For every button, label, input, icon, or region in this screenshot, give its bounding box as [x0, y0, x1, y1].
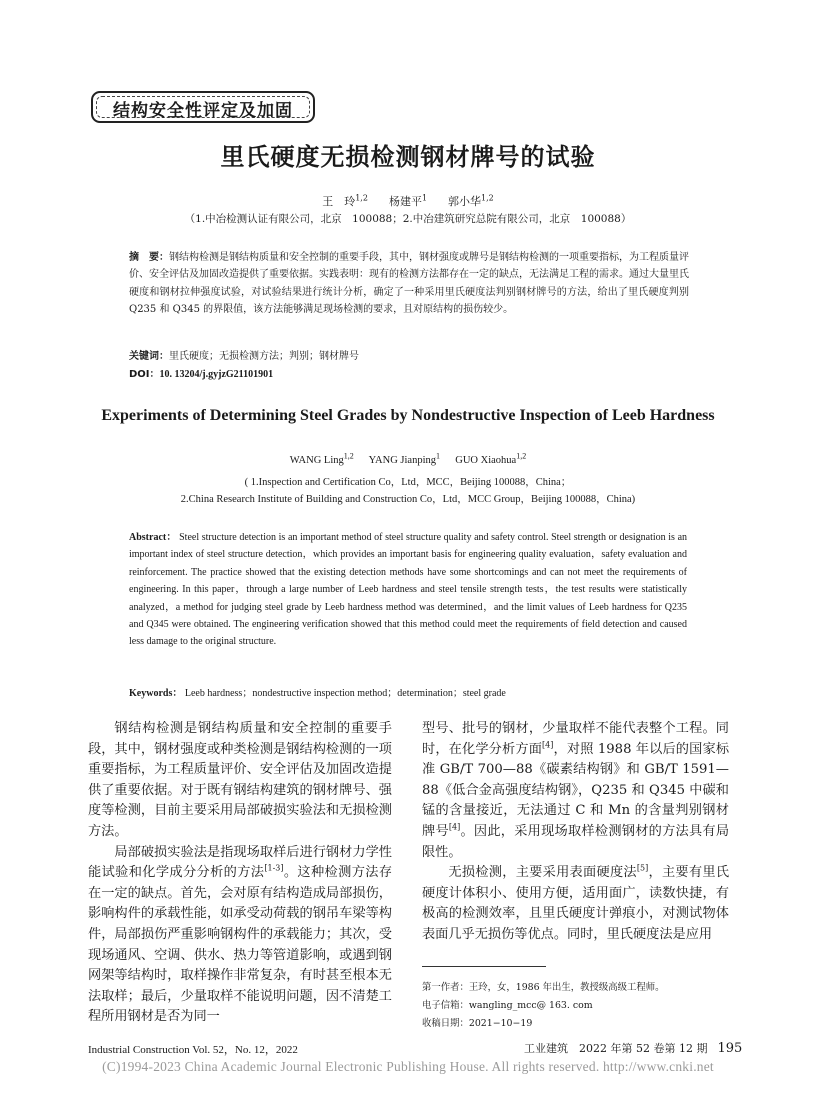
abstract-en-label: Abstract： — [129, 532, 177, 543]
doi-label: DOI： — [129, 369, 160, 380]
copyright-watermark: (C)1994-2023 China Academic Journal Electronic Publishing House. All rights reserved. http://www.cnki.net — [102, 1059, 714, 1074]
page-number: 195 — [717, 1041, 743, 1056]
abstract-en — [129, 529, 687, 651]
doi-value: 10. 13204/j.gyjzG21101901 — [159, 369, 274, 380]
section-tag-label: 结构安全性评定及加固 — [113, 101, 293, 121]
author-name-en: WANG Ling — [289, 455, 344, 466]
author-name-en: YANG Jianping — [368, 455, 436, 466]
citation-ref: [5] — [636, 863, 649, 873]
keywords-en-text: Leeb hardness；nondestructive inspection method；determination；steel grade — [184, 688, 506, 699]
article-title-cn: 里氏硬度无损检测钢材牌号的试验 — [220, 143, 596, 171]
body-paragraph: 无损检测，主要采用表面硬度法[5]，主要有里氏硬度计体积小、使用方便，适用面广，读数快捷，有极高的检测效率，且里氏硬度计弹痕小，对测试物体表面几乎无损伤等优点。同时，里氏硬度法是应用 — [422, 863, 730, 942]
body-column-right — [422, 719, 729, 946]
abstract-cn-label: 摘 要： — [129, 252, 169, 263]
citation-ref: [4] — [448, 822, 461, 832]
citation-ref: [1-3] — [264, 863, 284, 873]
authors-cn — [0, 193, 816, 209]
author-name: 杨建平 — [388, 195, 422, 208]
keywords-cn — [129, 348, 689, 365]
keywords-cn-label: 关键词： — [129, 351, 169, 362]
affiliation-cn: （1.中冶检测认证有限公司，北京 100088；2.中冶建筑研究总院有限公司，北京 100088） — [184, 213, 632, 225]
footer-journal-cn — [524, 1040, 742, 1056]
article-title-en: Experiments of Determining Steel Grades by Nondestructive Inspection of Leeb Hardness — [101, 407, 715, 424]
keywords-en — [129, 684, 506, 699]
footer-issue: 工业建筑 2022 年第 52 卷第 12 期 — [524, 1042, 708, 1055]
affiliation-en-line: 2.China Research Institute of Building and Construction Co，Ltd，MCC Group，Beijing 100088，China) — [180, 494, 636, 505]
author-affiliation-mark: 1,2 — [516, 451, 527, 461]
abstract-cn — [129, 249, 689, 318]
citation-ref: [4] — [542, 740, 554, 750]
authors-en — [0, 451, 816, 466]
footnote-author: 第一作者：王玲，女，1986 年出生，教授级高级工程师。 — [422, 982, 665, 993]
abstract-en-text: Steel structure detection is an important method of steel structure quality and safety control. Steel strength or designation is an important index of steel structure detection，which provides an important basis for engineering quality evaluation，safety evaluation and reinforcement. The practice showed that the existing detection methods have some shortcomings and can not meet the requirements of engineering. In this paper，through a large number of Leeb hardness and steel tensile strength tests，the test results were statistically analyzed，a method for judging steel grade by Leeb hardness method was determined，and the limit values of Leeb hardness for Q235 and Q345 were obtained. The engineering verification showed that this method could meet the requirements of field detection and caused less damage to the original structure. — [129, 532, 688, 648]
body-paragraph: 局部破损实验法是指现场取样后进行钢材力学性能试验和化学成分分析的方法[1-3]。这种检测方法存在一定的缺点。首先，会对原有结构造成局部损伤，影响构件的承载性能，如承受动荷载的钢吊车梁等构件，局部损伤严重影响钢构件的承载能力；其次，受现场通风、空调、供水、热力等管道影响，或遇到钢网架等结构时，取样操作非常复杂，有时甚至根本无法取样；最后，少量取样不能说明问题，因不清楚工程所用钢材是否为同一 — [88, 844, 393, 1025]
footnote-email: 电子信箱：wangling_mcc@ 163. com — [422, 1000, 593, 1011]
body-column-left — [88, 719, 392, 1028]
author-name: 郭小华 — [448, 195, 482, 208]
keywords-en-label: Keywords： — [129, 688, 183, 699]
body-paragraph: 型号、批号的钢材，少量取样不能代表整个工程。同时，在化学分析方面[4]，对照 1988 年以后的国家标准 GB/T 700—88《碳素结构钢》和 GB/T 1591—88《低合金高强度结构钢》，Q235 和 Q345 中碳和锰的含量接近，无法通过 C 和 Mn 的含量判别钢材牌号[4]。因此，采用现场取样检测钢材的方法具有局限性。 — [422, 721, 730, 860]
author-affiliation-mark: 1 — [421, 193, 428, 203]
section-tag — [91, 91, 315, 123]
abstract-cn-text: 钢结构检测是钢结构质量和安全控制的重要手段，其中，钢材强度或牌号是钢结构检测的一项重要指标，为工程质量评价、安全评估及加固改造提供了重要依据。实践表明：现有的检测方法都存在一定的缺点，无法满足工程的需求。通过大量里氏硬度和钢材拉伸强度试验，对试验结果进行统计分析，确定了一种采用里氏硬度法判别钢材牌号的方法，给出了里氏硬度判别 Q235 和 Q345 的界限值，该方法能够满足现场检测的要求，且对原结构的损伤较少。 — [129, 252, 689, 315]
author-name: 王 玲 — [322, 195, 356, 208]
keywords-cn-text: 里氏硬度；无损检测方法；判别；钢材牌号 — [169, 351, 359, 362]
footnote-rule — [422, 966, 546, 967]
doi — [129, 366, 689, 383]
author-affiliation-mark: 1 — [436, 451, 440, 461]
author-affiliation-mark: 1,2 — [355, 193, 368, 203]
body-paragraph: 钢结构检测是钢结构质量和安全控制的重要手段，其中，钢材强度或种类检测是钢结构检测的一项重要指标，为工程质量评价、安全评估及加固改造提供了重要依据。对于既有钢结构建筑的钢材牌号、强度等检测，目前主要采用局部破损实验法和无损检测方法。 — [88, 721, 392, 839]
author-affiliation-mark: 1,2 — [343, 451, 354, 461]
author-name-en: GUO Xiaohua — [455, 455, 517, 466]
footnote-received: 收稿日期：2021−10−19 — [422, 1018, 533, 1029]
author-affiliation-mark: 1,2 — [481, 193, 494, 203]
affiliation-en-line: ( 1.Inspection and Certification Co，Ltd，MCC，Beijing 100088，China； — [244, 477, 572, 488]
footer-journal-en: Industrial Construction Vol. 52，No. 12，2022 — [88, 1044, 298, 1056]
